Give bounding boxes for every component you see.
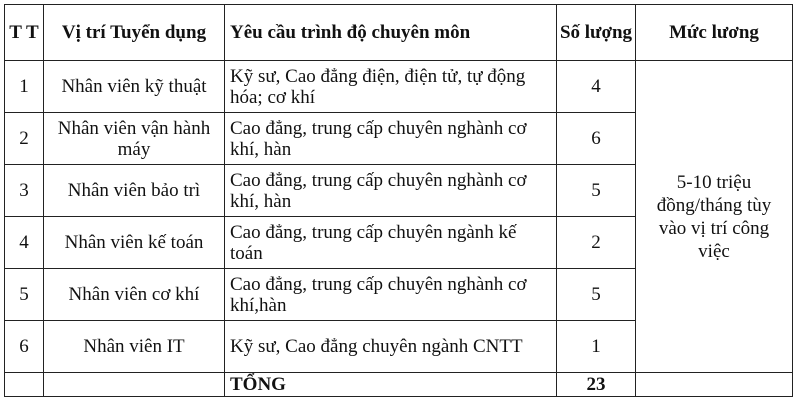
total-empty-tt [5,373,44,397]
quantity-cell: 5 [557,165,636,217]
quantity-cell: 4 [557,61,636,113]
requirement-cell: Kỹ sư, Cao đẳng điện, điện tử, tự động hóa; cơ khí [225,61,557,113]
header-quantity: Số lượng [557,5,636,61]
requirement-cell: Cao đẳng, trung cấp chuyên nghành cơ khí,hàn [225,269,557,321]
total-quantity: 23 [557,373,636,397]
requirement-cell: Cao đẳng, trung cấp chuyên ngành kế toán [225,217,557,269]
quantity-cell: 2 [557,217,636,269]
row-number: 2 [5,113,44,165]
header-row [5,5,793,61]
row-number: 1 [5,61,44,113]
total-empty-position [44,373,225,397]
row-number: 5 [5,269,44,321]
position-cell: Nhân viên vận hành máy [44,113,225,165]
table-row [5,61,793,113]
position-cell: Nhân viên kỹ thuật [44,61,225,113]
recruitment-table [4,4,793,397]
requirement-cell: Kỹ sư, Cao đẳng chuyên ngành CNTT [225,321,557,373]
total-row [5,373,793,397]
row-number: 6 [5,321,44,373]
quantity-cell: 6 [557,113,636,165]
header-position: Vị trí Tuyển dụng [44,5,225,61]
header-salary: Mức lương [636,5,793,61]
row-number: 3 [5,165,44,217]
header-tt: T T [5,5,44,61]
total-label: TỔNG [225,373,557,397]
requirement-cell: Cao đẳng, trung cấp chuyên nghành cơ khí, hàn [225,165,557,217]
recruitment-table-container [4,4,793,397]
salary-cell: 5-10 triệu đồng/tháng tùy vào vị trí công việc [636,61,793,373]
requirement-cell: Cao đẳng, trung cấp chuyên nghành cơ khí, hàn [225,113,557,165]
quantity-cell: 5 [557,269,636,321]
header-requirement: Yêu cầu trình độ chuyên môn [225,5,557,61]
position-cell: Nhân viên cơ khí [44,269,225,321]
position-cell: Nhân viên kế toán [44,217,225,269]
position-cell: Nhân viên IT [44,321,225,373]
position-cell: Nhân viên bảo trì [44,165,225,217]
row-number: 4 [5,217,44,269]
total-empty-salary [636,373,793,397]
quantity-cell: 1 [557,321,636,373]
